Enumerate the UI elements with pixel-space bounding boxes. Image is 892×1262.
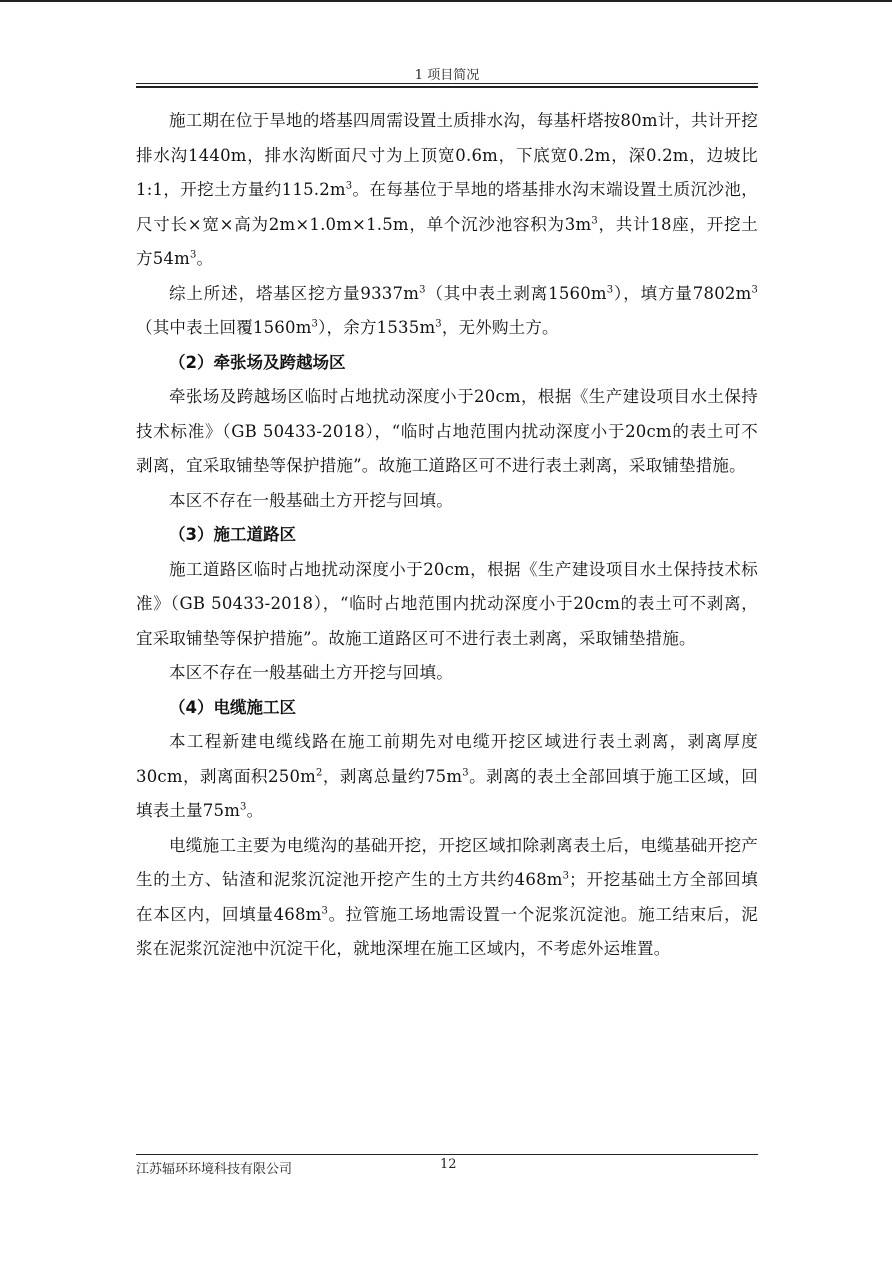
paragraph-cable-topsoil: 本工程新建电缆线路在施工前期先对电缆开挖区域进行表土剥离，剥离厚度30cm，剥离面积$250m^2$，剥离总量约$75m^3$。剥离的表土全部回填于施工区域，回填表土量$75m^3$。: [136, 732, 759, 820]
paragraph-cable-excavation: 电缆施工主要为电缆沟的基础开挖，开挖区域扣除剥离表土后，电缆基础开挖产生的土方、钻渣和泥浆沉淀池开挖产生的土方共约$468m^3$；开挖基础土方全部回填在本区内，回填量$468m^3$。拉管施工场地需设置一个泥浆沉淀池。施工结束后，泥浆在泥浆沉淀池中沉淀干化，就地深埋在施工区域内，不考虑外运堆置。: [136, 835, 758, 958]
paragraph-construction-road: 施工道路区临时占地扰动深度小于20cm，根据《生产建设项目水土保持技术标准》（GB 50433-2018），“临时占地范围内扰动深度小于20cm的表土可不剥离，宜采取铺垫等保护措施”。故施工道路区可不进行表土剥离，采取铺垫措施。: [136, 559, 758, 648]
section-heading-construction-road: （3）施工道路区: [169, 525, 296, 544]
paragraph-drainage: 施工期在位于旱地的塔基四周需设置土质排水沟，每基杆塔按80m计，共计开挖排水沟1440m，排水沟断面尺寸为上顶宽0.6m，下底宽0.2m，深0.2m，边坡比1:1，开挖土方量约$115.2m^3$。在每基位于旱地的塔基排水沟末端设置土质沉沙池，尺寸长×宽×高为2m×1.0m×1.5m，单个沉沙池容积为$3m^3$，共计18座，开挖土方$54m^3$。: [136, 111, 758, 268]
paragraph-summary: 综上所述，塔基区挖方量$9337m^3$（其中表土剥离$1560m^3$），填方量$7802m^3$（其中表土回覆$1560m^3$），余方$1535m^3$，无外购土方。: [136, 283, 759, 337]
running-header: 1 项目简况: [414, 68, 480, 83]
page-number: 12: [440, 1157, 457, 1172]
footer-rule: [136, 1154, 758, 1155]
section-heading-tension-yard: （2）牵张场及跨越场区: [169, 352, 346, 372]
paragraph-construction-road-note: 本区不存在一般基础土方开挖与回填。: [169, 663, 453, 682]
header-rule-thick: [136, 86, 758, 88]
document-body: [136, 104, 758, 967]
page-top-border: [0, 0, 892, 2]
header-rule: [136, 83, 758, 84]
paragraph-tension-yard: 牵张场及跨越场区临时占地扰动深度小于20cm，根据《生产建设项目水土保持技术标准》（GB 50433-2018），“临时占地范围内扰动深度小于20cm的表土可不剥离，宜采取铺垫等保护措施”。故施工道路区可不进行表土剥离，采取铺垫措施。: [136, 387, 758, 475]
section-heading-cable-area: （4）电缆施工区: [169, 697, 296, 717]
paragraph-tension-yard-note: 本区不存在一般基础土方开挖与回填。: [169, 490, 453, 510]
footer-company: 江苏辐环环境科技有限公司: [136, 1162, 293, 1177]
